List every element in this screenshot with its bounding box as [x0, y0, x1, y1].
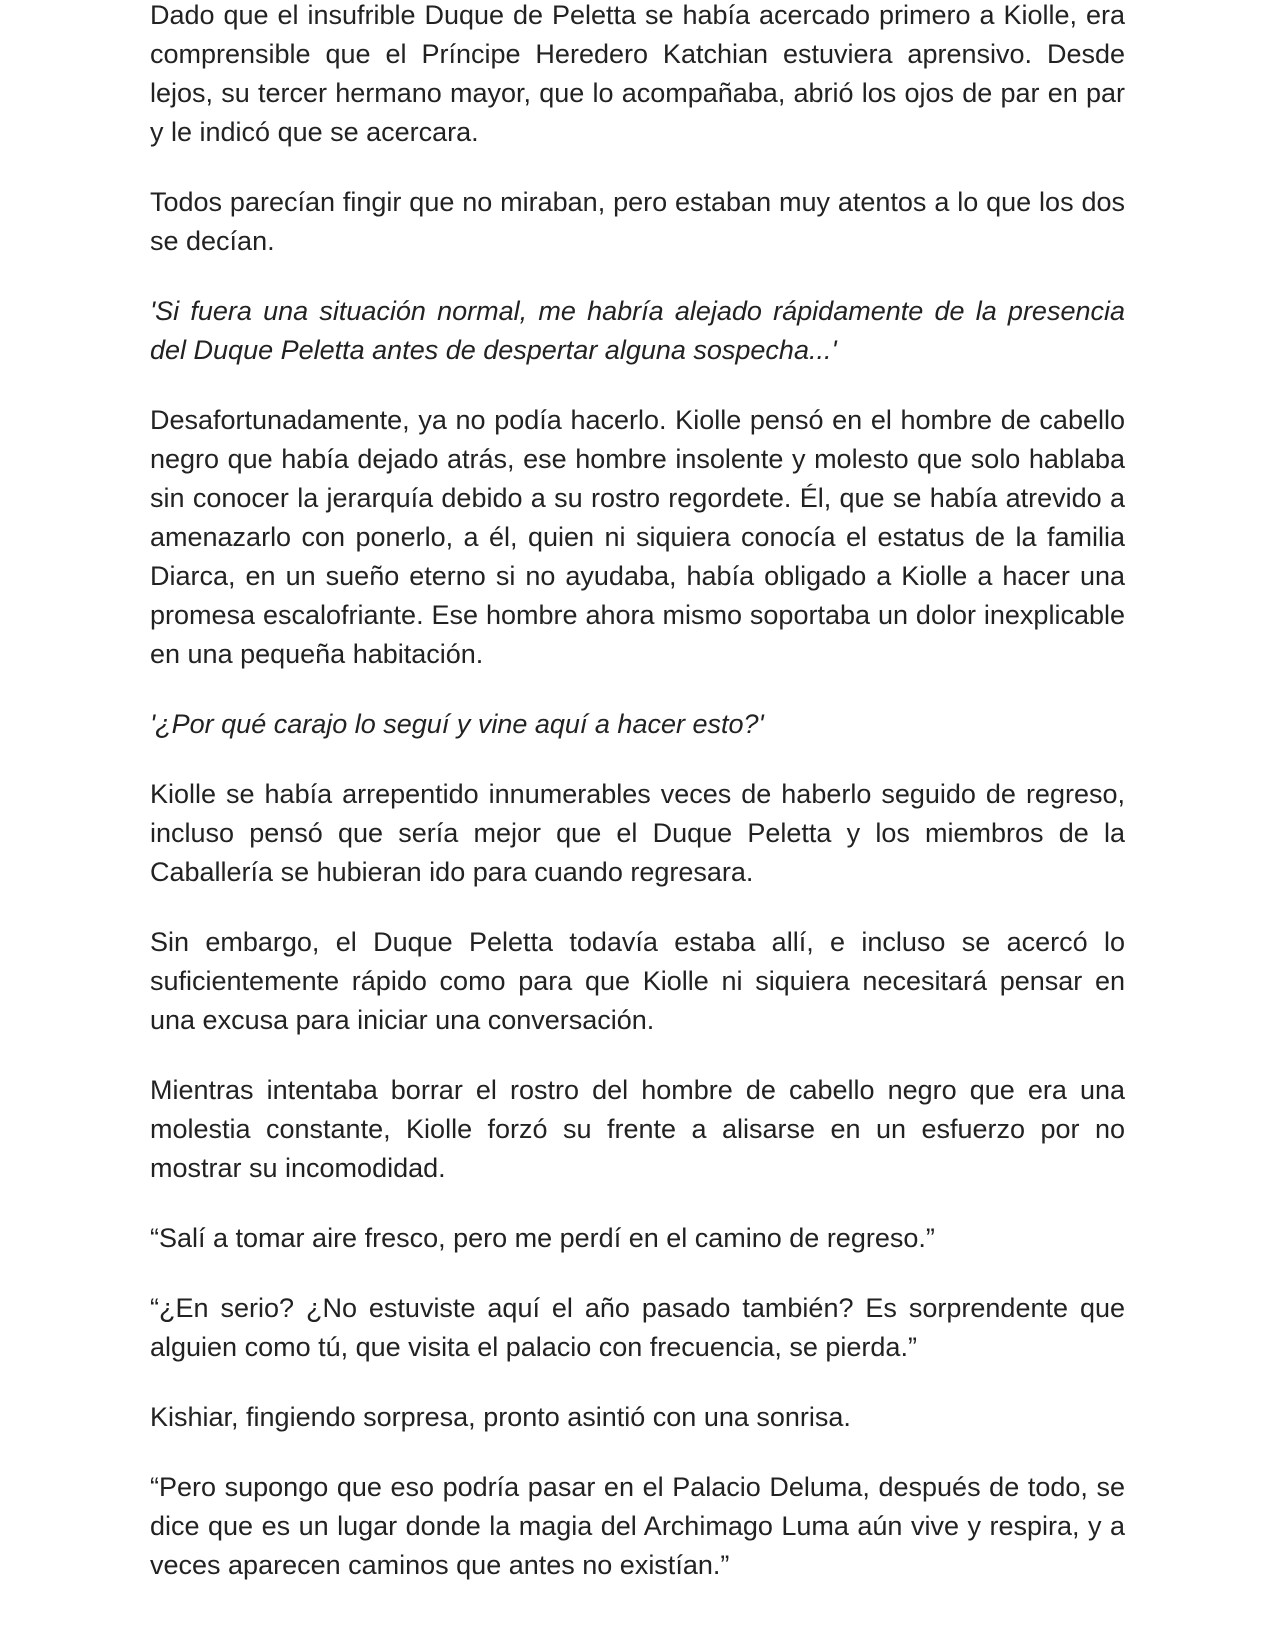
- paragraph-3-thought: 'Si fuera una situación normal, me habría alejado rápidamente de la presencia del Duque Peletta antes de despertar alguna sospecha...': [150, 296, 1125, 365]
- paragraph-8: Mientras intentaba borrar el rostro del hombre de cabello negro que era una molestia constante, Kiolle forzó su frente a alisarse en un esfuerzo por no mostrar su incomodidad.: [150, 1075, 1125, 1183]
- document-page: [150, 0, 1125, 1616]
- paragraph-12-dialogue: “Pero supongo que eso podría pasar en el Palacio Deluma, después de todo, se dice que es un lugar donde la magia del Archimago Luma aún vive y respira, y a veces aparecen caminos que antes no existían.”: [150, 1472, 1125, 1580]
- paragraph-4: Desafortunadamente, ya no podía hacerlo. Kiolle pensó en el hombre de cabello negro que había dejado atrás, ese hombre insolente y molesto que solo hablaba sin conocer la jerarquía debido a su rostro regordete. Él, que se había atrevido a amenazarlo con ponerlo, a él, quien ni siquiera conocía el estatus de la familia Diarca, en un sueño eterno si no ayudaba, había obligado a Kiolle a hacer una promesa escalofriante. Ese hombre ahora mismo soportaba un dolor inexplicable en una pequeña habitación.: [150, 405, 1125, 669]
- paragraph-2: Todos parecían fingir que no miraban, pero estaban muy atentos a lo que los dos se decían.: [150, 187, 1125, 256]
- paragraph-1: Dado que el insufrible Duque de Peletta se había acercado primero a Kiolle, era comprensible que el Príncipe Heredero Katchian estuviera aprensivo. Desde lejos, su tercer hermano mayor, que lo acompañaba, abrió los ojos de par en par y le indicó que se acercara.: [150, 0, 1125, 147]
- paragraph-10-dialogue: “¿En serio? ¿No estuviste aquí el año pasado también? Es sorprendente que alguien como tú, que visita el palacio con frecuencia, se pierda.”: [150, 1293, 1125, 1362]
- paragraph-9-dialogue: “Salí a tomar aire fresco, pero me perdí en el camino de regreso.”: [150, 1223, 935, 1253]
- paragraph-5-thought: '¿Por qué carajo lo seguí y vine aquí a hacer esto?': [150, 709, 764, 739]
- paragraph-11: Kishiar, fingiendo sorpresa, pronto asintió con una sonrisa.: [150, 1402, 851, 1432]
- paragraph-6: Kiolle se había arrepentido innumerables veces de haberlo seguido de regreso, incluso pensó que sería mejor que el Duque Peletta y los miembros de la Caballería se hubieran ido para cuando regresara.: [150, 779, 1125, 887]
- paragraph-7: Sin embargo, el Duque Peletta todavía estaba allí, e incluso se acercó lo suficientemente rápido como para que Kiolle ni siquiera necesitará pensar en una excusa para iniciar una conversación.: [150, 927, 1125, 1035]
